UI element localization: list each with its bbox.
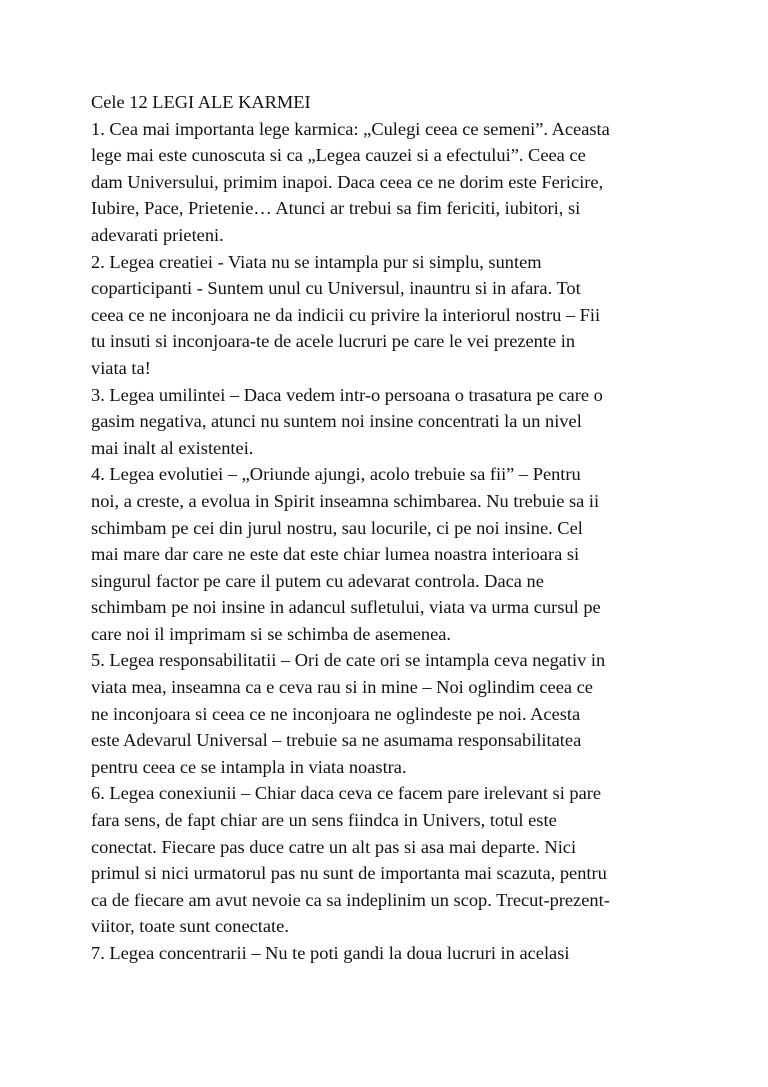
- text-line: 1. Cea mai importanta lege karmica: „Culegi ceea ce semeni”. Aceasta: [91, 118, 610, 139]
- text-line: conectat. Fiecare pas duce catre un alt pas si asa mai departe. Nici: [91, 836, 577, 857]
- text-line: este Adevarul Universal – trebuie sa ne asumama responsabilitatea: [91, 730, 582, 751]
- text-line: ca de fiecare am avut nevoie ca sa indeplinim un scop. Trecut-prezent-: [91, 889, 610, 910]
- text-line: primul si nici urmatorul pas nu sunt de importanta mai scazuta, pentru: [91, 863, 607, 884]
- text-line: mai mare dar care ne este dat este chiar lumea noastra interioara si: [91, 544, 580, 565]
- text-line: lege mai este cunoscuta si ca „Legea cauzei si a efectului”. Ceea ce: [91, 145, 586, 166]
- text-line: care noi il imprimam si se schimba de asemenea.: [91, 623, 452, 644]
- text-line: ceea ce ne inconjoara ne da indicii cu privire la interiorul nostru – Fii: [91, 304, 601, 325]
- text-line: tu insuti si inconjoara-te de acele lucruri pe care le vei prezente in: [91, 331, 576, 352]
- text-line: dam Universului, primim inapoi. Daca ceea ce ne dorim este Fericire,: [91, 171, 604, 192]
- document-body: [91, 89, 681, 967]
- text-line: fara sens, de fapt chiar are un sens fiindca in Univers, totul este: [91, 810, 557, 831]
- text-line: mai inalt al existentei.: [91, 437, 254, 458]
- text-line: 7. Legea concentrarii – Nu te poti gandi la doua lucruri in acelasi: [91, 943, 570, 963]
- text-line: ne inconjoara si ceea ce ne inconjoara ne oglindeste pe noi. Acesta: [91, 703, 581, 724]
- text-line: singurul factor pe care il putem cu adevarat controla. Daca ne: [91, 570, 544, 591]
- text-line: Iubire, Pace, Prietenie… Atunci ar trebui sa fim fericiti, iubitori, si: [91, 198, 581, 219]
- text-line: schimbam pe noi insine in adancul sufletului, viata va urma cursul pe: [91, 597, 601, 618]
- text-line: pentru ceea ce se intampla in viata noastra.: [91, 756, 407, 777]
- text-line: noi, a creste, a evolua in Spirit inseamna schimbarea. Nu trebuie sa ii: [91, 490, 600, 511]
- text-line: 5. Legea responsabilitatii – Ori de cate ori se intampla ceva negativ in: [91, 650, 606, 671]
- text-line: 4. Legea evolutiei – „Oriunde ajungi, acolo trebuie sa fii” – Pentru: [91, 464, 581, 485]
- text-line: schimbam pe cei din jurul nostru, sau locurile, ci pe noi insine. Cel: [91, 517, 583, 538]
- text-line: 2. Legea creatiei - Viata nu se intampla pur si simplu, suntem: [91, 251, 542, 272]
- text-line: 6. Legea conexiunii – Chiar daca ceva ce facem pare irelevant si pare: [91, 783, 602, 804]
- text-line: 3. Legea umilintei – Daca vedem intr-o persoana o trasatura pe care o: [91, 384, 603, 405]
- text-line: viata ta!: [91, 357, 151, 378]
- text-line: adevarati prieteni.: [91, 224, 224, 245]
- document-title: Cele 12 LEGI ALE KARMEI: [91, 92, 311, 112]
- text-line: viitor, toate sunt conectate.: [91, 916, 289, 937]
- text-line: viata mea, inseamna ca e ceva rau si in mine – Noi oglindim ceea ce: [91, 677, 593, 698]
- text-line: coparticipanti - Suntem unul cu Universul, inauntru si in afara. Tot: [91, 278, 581, 299]
- text-line: gasim negativa, atunci nu suntem noi insine concentrati la un nivel: [91, 411, 582, 432]
